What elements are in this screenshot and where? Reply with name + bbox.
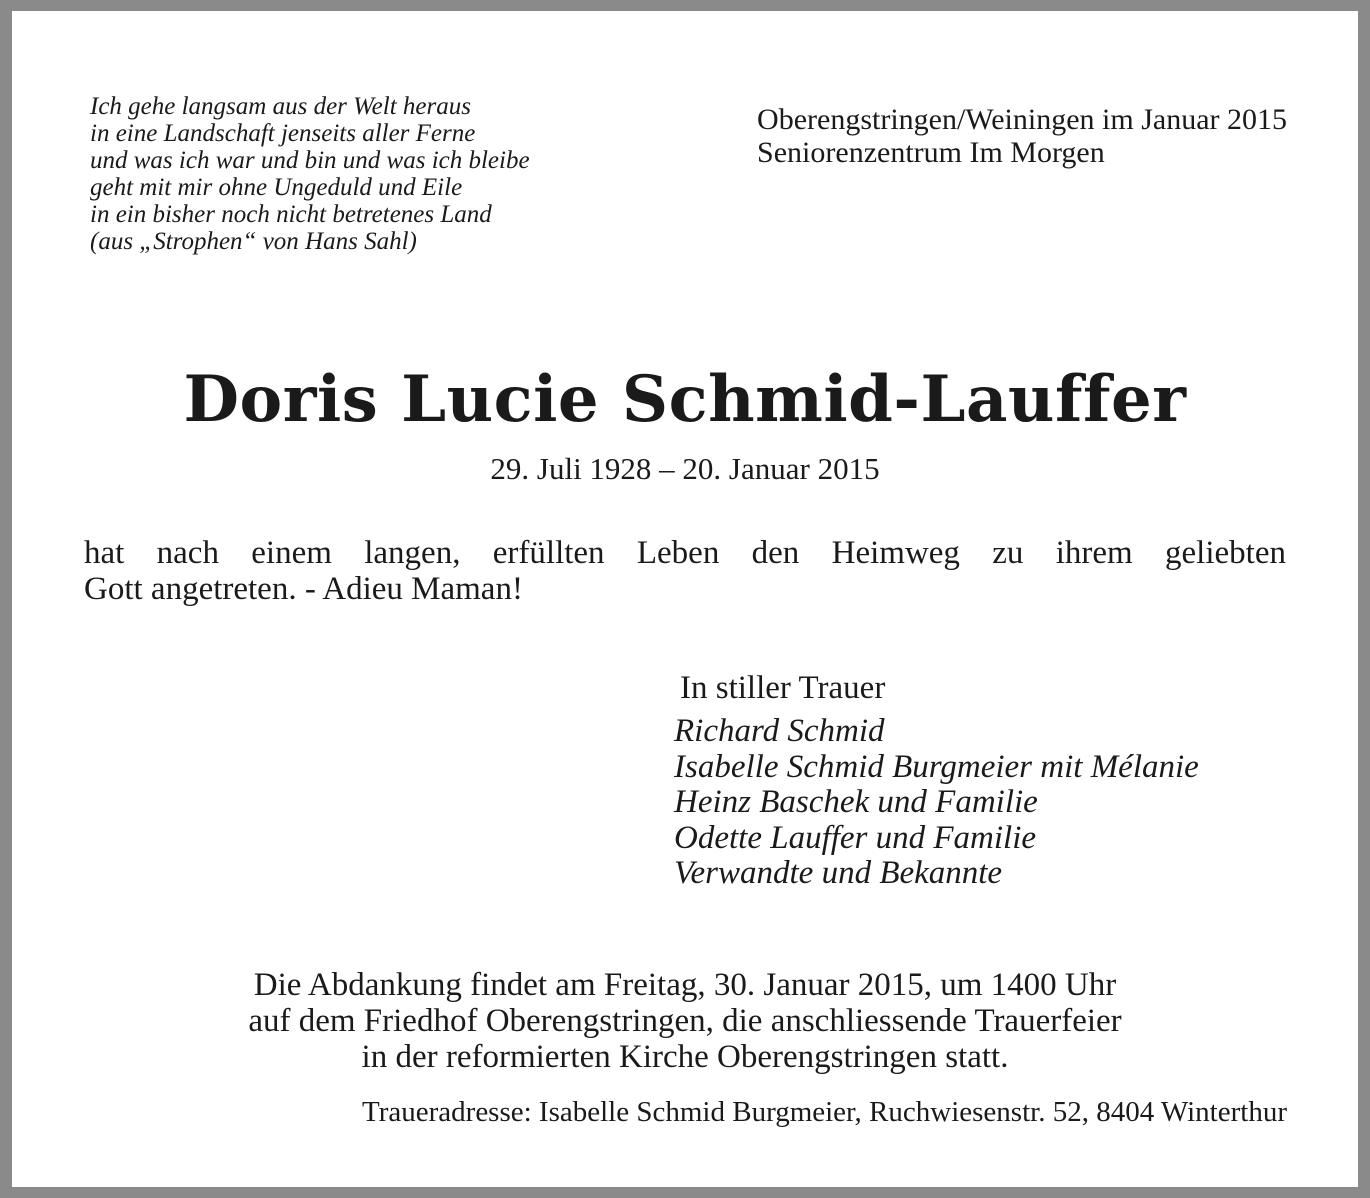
message-line: hat nach einem langen, erfüllten Leben den Heimweg zu ihrem geliebten <box>84 535 1286 571</box>
service-line: in der reformierten Kirche Oberengstringen statt. <box>361 1039 1009 1075</box>
poem-line: geht mit mir ohne Ungeduld und Eile <box>90 174 463 201</box>
mourners-list <box>674 714 1199 892</box>
mourning-heading: In stiller Trauer <box>680 670 886 706</box>
obituary-page <box>12 11 1358 1187</box>
service-line: Die Abdankung findet am Freitag, 30. Januar 2015, um 1400 Uhr <box>253 967 1117 1003</box>
place-line: Oberengstringen/Weiningen im Januar 2015 <box>757 103 1287 136</box>
poem-line: in ein bisher noch nicht betretenes Land <box>90 201 492 228</box>
place-and-date <box>757 103 1287 169</box>
funeral-service-info <box>12 967 1358 1075</box>
mourner-name: Isabelle Schmid Burgmeier mit Mélanie <box>674 748 1199 785</box>
mourning-address: Traueradresse: Isabelle Schmid Burgmeier, Ruchwiesenstr. 52, 8404 Winterthur <box>362 1096 1287 1128</box>
mourner-name: Odette Lauffer und Familie <box>674 819 1037 856</box>
mourner-name: Richard Schmid <box>674 713 885 749</box>
poem-line: Ich gehe langsam aus der Welt heraus <box>90 93 471 120</box>
deceased-name: Doris Lucie Schmid-Lauffer <box>183 362 1187 437</box>
mourner-name: Verwandte und Bekannte <box>674 855 1003 891</box>
institution-line: Seniorenzentrum Im Morgen <box>757 136 1105 169</box>
poem-line: in eine Landschaft jenseits aller Ferne <box>90 120 476 147</box>
mourner-name: Heinz Baschek und Familie <box>674 784 1038 820</box>
message-line: Gott angetreten. - Adieu Maman! <box>84 571 523 607</box>
life-dates: 29. Juli 1928 – 20. Januar 2015 <box>490 451 880 486</box>
poem-attribution: (aus „Strophen“ von Hans Sahl) <box>90 228 417 255</box>
obituary-message <box>84 535 1286 607</box>
poem-line: und was ich war und bin und was ich bleibe <box>90 147 530 174</box>
service-line: auf dem Friedhof Oberengstringen, die anschliessende Trauerfeier <box>248 1003 1122 1039</box>
poem-quote <box>90 93 530 255</box>
